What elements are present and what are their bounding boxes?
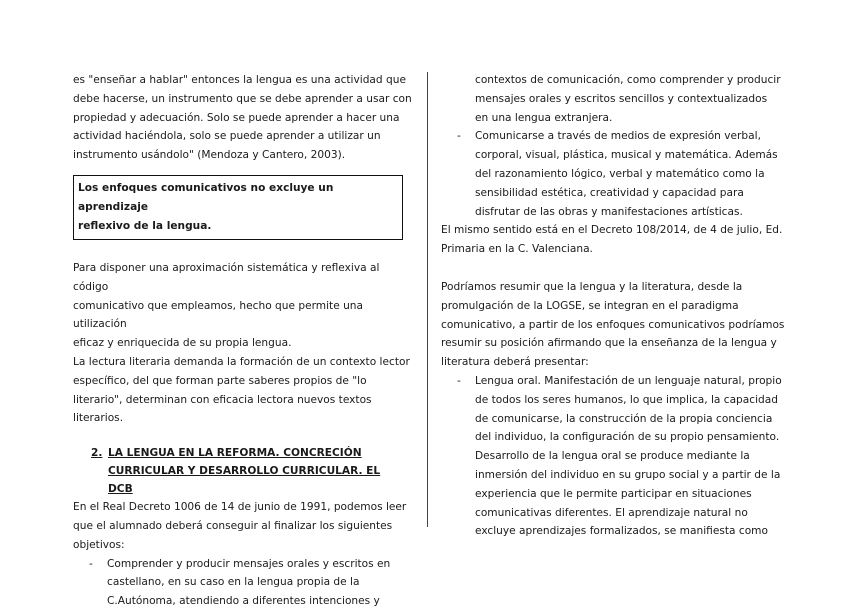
text-line: experiencia que le permite participar en situaciones	[475, 487, 752, 500]
heading-line: LA LENGUA EN LA REFORMA. CONCRECIÓN	[108, 447, 362, 460]
boxed-note	[73, 175, 403, 240]
text-line: - Lengua oral. Manifestación de un lenguaje natural, propio	[475, 374, 782, 387]
text-line: específico, del que forman parte saberes propios de "lo	[73, 374, 367, 387]
text-line: del razonamiento lógico, verbal y matemático como la	[475, 167, 765, 180]
paragraph-summary	[441, 278, 786, 372]
right-column	[441, 71, 786, 541]
text-line: Podríamos resumir que la lengua y la literatura, desde la	[441, 280, 743, 293]
text-line: de todos los seres humanos, lo que implica, la capacidad	[475, 393, 778, 406]
text-line: castellano, en su caso en la lengua propia de la	[107, 576, 360, 589]
text-line: excluye aprendizajes formalizados, se manifiesta como	[475, 525, 768, 538]
text-line: de comunicarse, la construcción de la propia conciencia	[475, 412, 773, 425]
text-line: Para disponer una aproximación sistemática y reflexiva al código	[73, 261, 380, 293]
heading-line: CURRICULAR Y DESARROLLO CURRICULAR. EL DCB	[108, 465, 381, 496]
text-line: actividad haciéndola, solo se puede aprender a utilizar un	[73, 130, 381, 143]
list-item	[441, 127, 786, 221]
text-line: - Comunicarse a través de medios de expresión verbal,	[475, 130, 761, 143]
text-line: debe hacerse, un instrumento que se debe aprender a usar con	[73, 92, 412, 105]
text-line: La lectura literaria demanda la formación de un contexto lector	[73, 355, 410, 368]
text-line: que el alumnado deberá conseguir al finalizar los siguientes	[73, 519, 393, 532]
text-line: promulgación de la LOGSE, se integran en el paradigma	[441, 299, 739, 312]
text-line: - Comprender y producir mensajes orales y escritos en	[107, 557, 391, 570]
left-column	[73, 71, 413, 611]
objectives-list-cont	[441, 127, 786, 221]
text-line: comunicativas diferentes. El aprendizaje natural no	[475, 506, 748, 519]
list-item-continuation	[441, 71, 786, 127]
intro-paragraph	[73, 71, 413, 165]
text-line: mensajes orales y escritos sencillos y contextualizados	[475, 92, 768, 105]
text-line: instrumento usándolo" (Mendoza y Cantero, 2003).	[73, 149, 346, 162]
text-line: En el Real Decreto 1006 de 14 de junio de 1991, podemos leer	[73, 501, 407, 514]
paragraph-decreto-108	[441, 221, 786, 259]
section-heading	[91, 444, 413, 498]
heading-number: 2.	[91, 447, 103, 460]
column-divider	[427, 72, 428, 527]
text-line: reflexivo de la lengua.	[78, 219, 212, 232]
text-line: sensibilidad estética, creatividad y capacidad para	[475, 186, 744, 199]
text-line: es "enseñar a hablar" entonces la lengua es una actividad que	[73, 74, 406, 86]
objectives-list	[73, 555, 413, 611]
text-line: El mismo sentido está en el Decreto 108/2014, de 4 de julio, Ed.	[441, 224, 783, 237]
text-line: eficaz y enriquecida de su propia lengua.	[73, 337, 292, 350]
list-item	[441, 372, 786, 541]
text-line: Primaria en la C. Valenciana.	[441, 243, 593, 256]
text-line: literario", determinan con eficacia lectora nuevos textos	[73, 393, 372, 406]
text-line: comunicativo que empleamos, hecho que permite una utilización	[73, 299, 363, 331]
text-line: objetivos:	[73, 538, 125, 551]
text-line: contextos de comunicación, como comprender y producir	[475, 74, 781, 86]
text-line: inmersión del individuo en su grupo social y a partir de la	[475, 468, 781, 481]
text-line: Desarrollo de la lengua oral se produce mediante la	[475, 450, 750, 463]
text-line: Los enfoques comunicativos no excluye un aprendizaje	[78, 181, 334, 213]
text-line: resumir su posición afirmando que la enseñanza de la lengua y	[441, 337, 777, 350]
text-line: C.Autónoma, atendiendo a diferentes intenciones y	[107, 595, 380, 608]
text-line: literarios.	[73, 412, 124, 425]
text-line: corporal, visual, plástica, musical y matemática. Además	[475, 149, 778, 162]
text-line: del individuo, la configuración de su propio pensamiento.	[475, 431, 780, 444]
paragraph-real-decreto	[73, 498, 413, 554]
text-line: disfrutar de las obras y manifestaciones artísticas.	[475, 205, 743, 218]
text-line: comunicativo, a partir de los enfoques comunicativos podríamos	[441, 318, 785, 331]
presentation-list	[441, 372, 786, 541]
paragraph-reflexive	[73, 259, 413, 428]
text-line: en una lengua extranjera.	[475, 111, 613, 124]
text-line: propiedad y adecuación. Solo se puede aprender a hacer una	[73, 111, 400, 124]
list-item	[73, 555, 413, 611]
text-line: literatura deberá presentar:	[441, 356, 589, 369]
